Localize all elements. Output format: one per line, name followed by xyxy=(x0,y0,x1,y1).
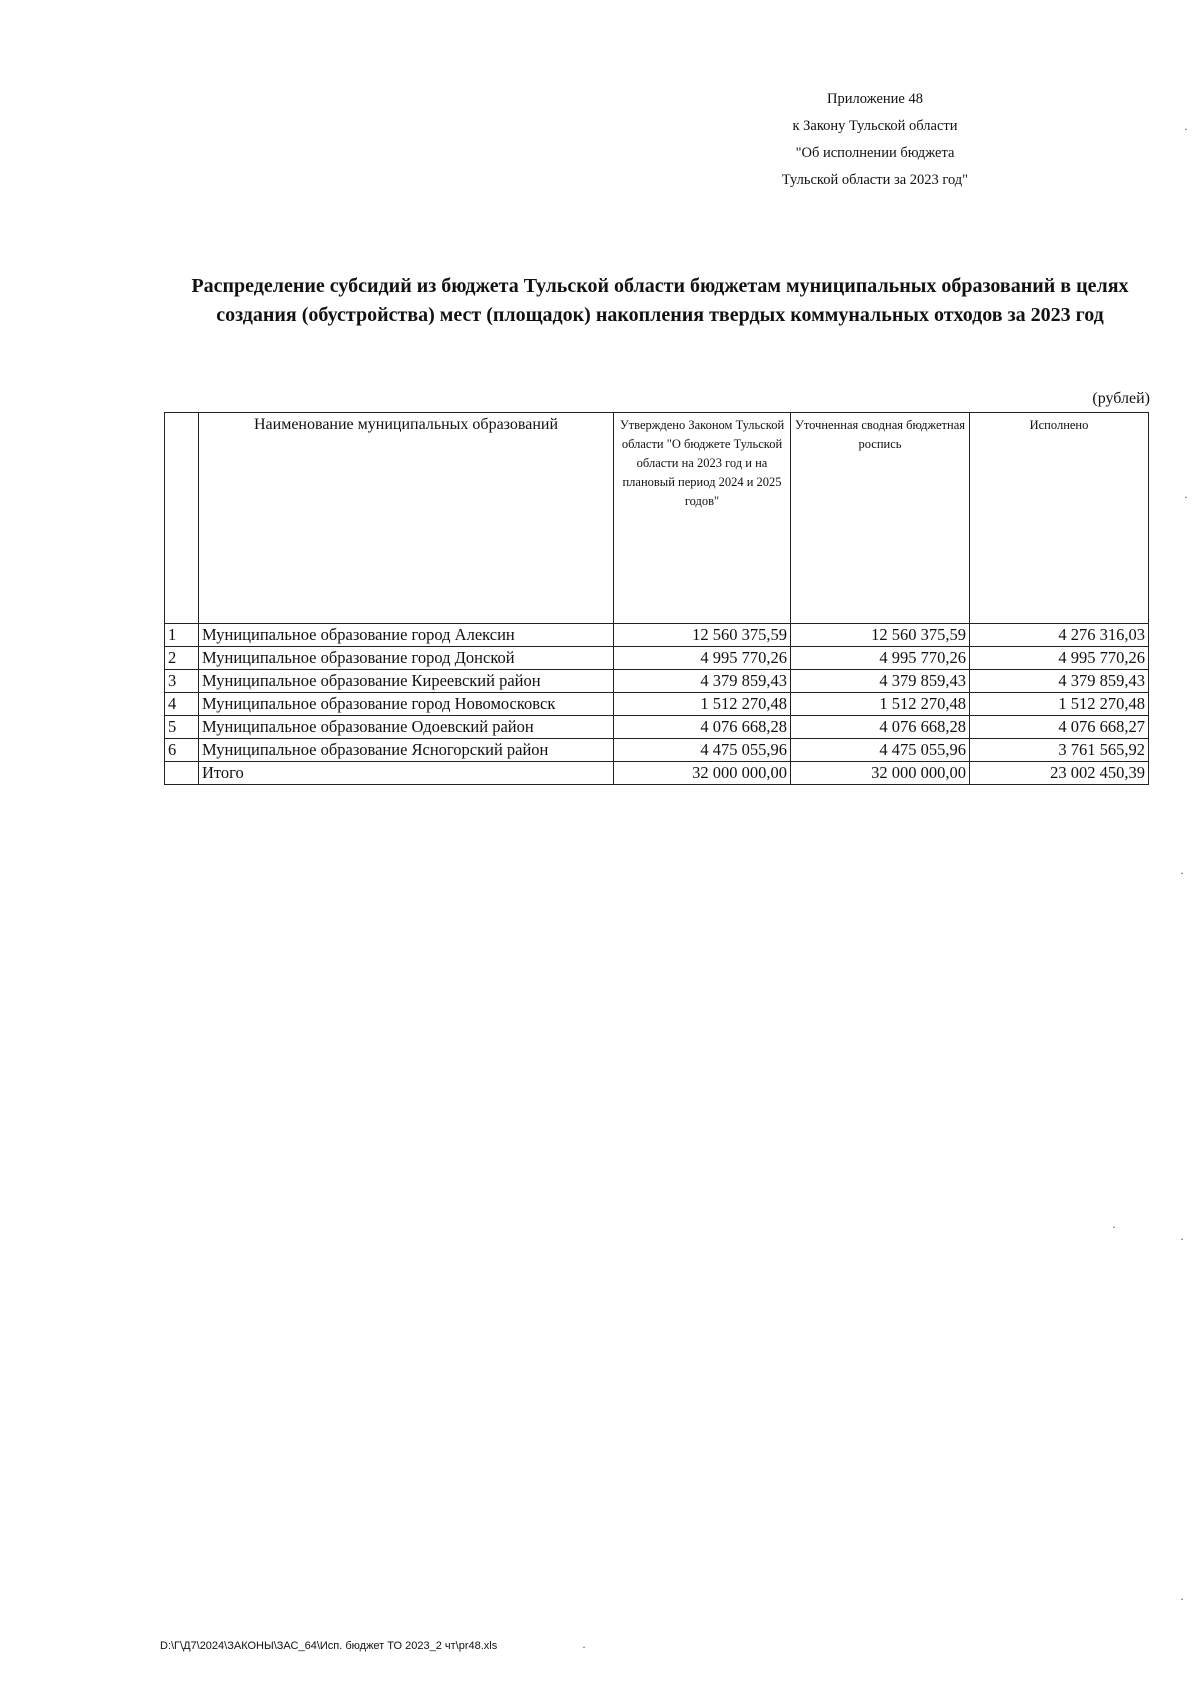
total-num xyxy=(165,762,199,785)
appendix-line-4: Тульской области за 2023 год" xyxy=(781,172,969,188)
units-label: (рублей) xyxy=(1092,390,1150,407)
row-revised: 4 995 770,26 xyxy=(791,647,970,670)
row-revised: 4 475 055,96 xyxy=(791,739,970,762)
footer-file-path: D:\Г\Д7\2024\ЗАКОНЫ\ЗАС_64\Исп. бюджет ТО 2023_2 чт\pr48.xls xyxy=(160,1640,498,1652)
header-name: Наименование муниципальных образований xyxy=(199,413,614,624)
scan-speck: · xyxy=(1180,1232,1184,1246)
total-approved: 32 000 000,00 xyxy=(614,762,791,785)
appendix-line-1: Приложение 48 xyxy=(827,91,923,107)
row-executed: 1 512 270,48 xyxy=(970,693,1149,716)
total-name: Итого xyxy=(199,762,614,785)
total-revised: 32 000 000,00 xyxy=(791,762,970,785)
row-name: Муниципальное образование Ясногорский район xyxy=(199,739,614,762)
table-row xyxy=(165,624,1149,647)
document-title: Распределение субсидий из бюджета Тульской области бюджетам муниципальных образований в целях создания (обустройства) мест (площадок) накопления твердых коммунальных отходов за 2023 год xyxy=(191,275,1129,326)
scan-speck: · xyxy=(1180,866,1184,880)
row-revised: 12 560 375,59 xyxy=(791,624,970,647)
row-approved: 12 560 375,59 xyxy=(614,624,791,647)
row-num: 3 xyxy=(165,670,199,693)
appendix-line-3: "Об исполнении бюджета xyxy=(795,145,955,161)
table-header-row xyxy=(165,413,1149,624)
subsidy-table xyxy=(164,412,1149,785)
header-revised: Уточненная сводная бюджетная роспись xyxy=(791,413,970,624)
table-row xyxy=(165,693,1149,716)
scan-speck: · xyxy=(1184,122,1188,136)
row-executed: 4 995 770,26 xyxy=(970,647,1149,670)
row-approved: 4 379 859,43 xyxy=(614,670,791,693)
scan-speck: · xyxy=(1180,1592,1184,1606)
scan-speck: · xyxy=(1112,1220,1116,1234)
appendix-line-2: к Закону Тульской области xyxy=(792,118,958,134)
header-executed: Исполнено xyxy=(970,413,1149,624)
row-executed: 4 276 316,03 xyxy=(970,624,1149,647)
table-row xyxy=(165,647,1149,670)
row-revised: 1 512 270,48 xyxy=(791,693,970,716)
row-name: Муниципальное образование город Донской xyxy=(199,647,614,670)
row-num: 2 xyxy=(165,647,199,670)
scan-speck: · xyxy=(1184,490,1188,504)
row-approved: 4 076 668,28 xyxy=(614,716,791,739)
row-num: 6 xyxy=(165,739,199,762)
row-executed: 3 761 565,92 xyxy=(970,739,1149,762)
row-executed: 4 076 668,27 xyxy=(970,716,1149,739)
row-num: 4 xyxy=(165,693,199,716)
row-executed: 4 379 859,43 xyxy=(970,670,1149,693)
row-num: 1 xyxy=(165,624,199,647)
table-row xyxy=(165,670,1149,693)
row-approved: 1 512 270,48 xyxy=(614,693,791,716)
row-name: Муниципальное образование Киреевский район xyxy=(199,670,614,693)
row-name: Муниципальное образование город Алексин xyxy=(199,624,614,647)
table-row xyxy=(165,739,1149,762)
row-approved: 4 995 770,26 xyxy=(614,647,791,670)
row-num: 5 xyxy=(165,716,199,739)
appendix-block xyxy=(740,86,1010,194)
total-executed: 23 002 450,39 xyxy=(970,762,1149,785)
header-approved: Утверждено Законом Тульской области "О бюджете Тульской области на 2023 год и на плановый период 2024 и 2025 годов" xyxy=(614,413,791,624)
table-total-row xyxy=(165,762,1149,785)
row-name: Муниципальное образование город Новомосковск xyxy=(199,693,614,716)
row-revised: 4 379 859,43 xyxy=(791,670,970,693)
header-num xyxy=(165,413,199,624)
table-row xyxy=(165,716,1149,739)
row-name: Муниципальное образование Одоевский район xyxy=(199,716,614,739)
scan-speck: · xyxy=(582,1640,586,1654)
row-revised: 4 076 668,28 xyxy=(791,716,970,739)
row-approved: 4 475 055,96 xyxy=(614,739,791,762)
